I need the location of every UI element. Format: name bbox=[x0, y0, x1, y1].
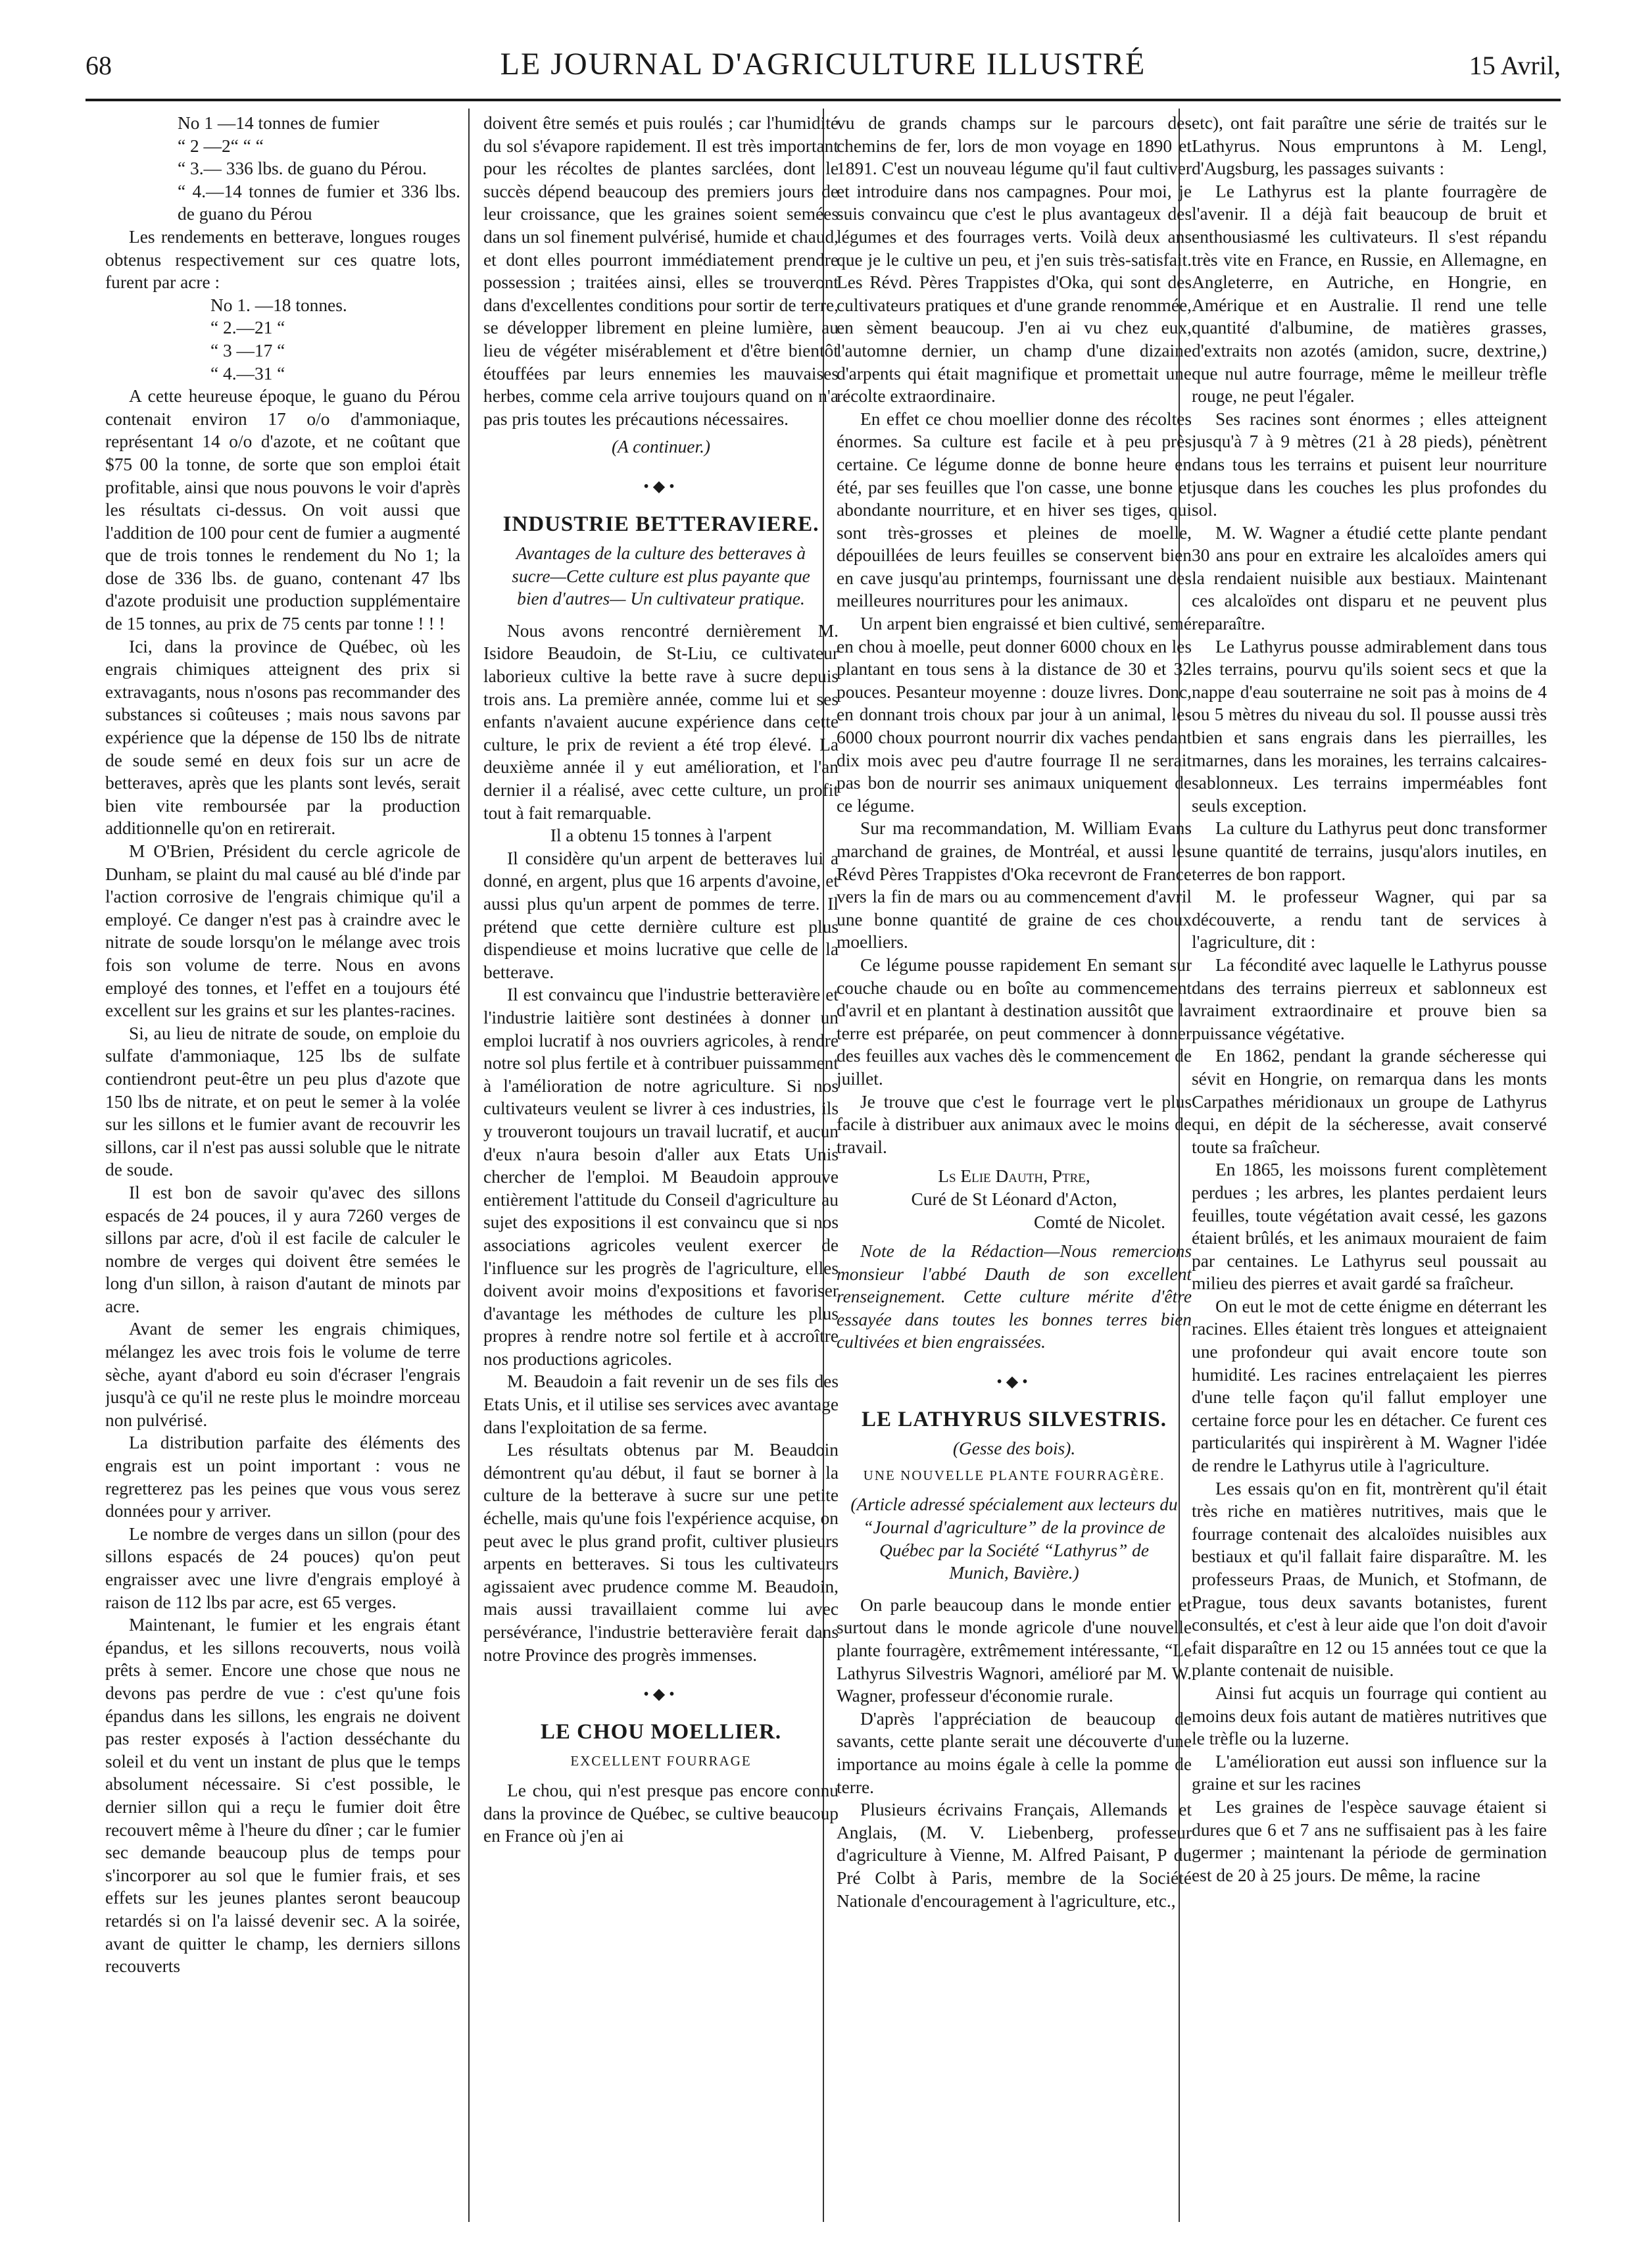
paragraph: M O'Brien, Président du cercle agricole de Dunham, se plaint du mal causé au blé d'inde par l'action corrosive de l'engrais chimique qu'il a employé. Ce danger n'est pas à craindre avec le nitrate de soude lorsqu'on le mélange avec trois fois son volume de terre. Nous en avons employé des tonnes, et l'effet en a toujours été excellent sur les grains et sur les plantes-racines. bbox=[105, 841, 460, 1021]
journal-title: LE JOURNAL D'AGRICULTURE ILLUSTRÉ bbox=[500, 47, 1146, 82]
paragraph: M. Beaudoin a fait revenir un de ses fils des Etats Unis, et il utilise ses services avec avantage dans l'exploitation de sa ferme. bbox=[483, 1371, 839, 1437]
paragraph: On parle beaucoup dans le monde entier et surtout dans le monde agricole d'une nouvelle plante fourragère, extrêmement intéressante, “Le Lathyrus Silvestris Wagnori, amélioré par M. W. Wagner, professeur d'économie rurale. bbox=[837, 1594, 1192, 1706]
lot-line: “ 4.—14 tonnes de fumier et 336 lbs. de guano du Pérou bbox=[178, 181, 460, 224]
paragraph: Je trouve que c'est le fourrage vert le plus facile à distribuer aux animaux avec le moins de travail. bbox=[837, 1091, 1192, 1157]
column-4 bbox=[1192, 112, 1547, 1886]
column-divider bbox=[468, 109, 470, 2222]
editor-note: Note de la Rédaction—Nous remercions monsieur l'abbé Dauth de son excellent renseignement. Cette culture mérite d'être essayée dans toutes les bonnes terres bien cultivées et bien engraissées. bbox=[837, 1241, 1192, 1352]
signature-county: Comté de Nicolet. bbox=[1033, 1212, 1165, 1232]
paragraph: Si, au lieu de nitrate de soude, on emploie du sulfate d'ammoniaque, 125 lbs de sulfate contiendront peut-être un peu plus d'azote que 150 lbs de nitrate, et on peut le semer à la volée sur les sillons et le fumier avant de recouvrir les sillons, car il n'est pas aussi soluble que le nitrate de soude. bbox=[105, 1023, 460, 1180]
section-ornament: •◆• bbox=[996, 1373, 1032, 1391]
paragraph: Les essais qu'on en fit, montrèrent qu'il était très riche en matières nutritives, mais que le fourrage contenait des alcaloïdes nuisibles aux bestiaux et qu'il fallait faire disparaître. M. les professeurs Praas, de Munich, et Stofmann, de Prague, tous deux savants botanistes, furent consultés, et c'est à leur aide que l'on doit d'avoir fait disparaître en 12 ou 15 années tout ce que la plante contenait de nuisible. bbox=[1192, 1478, 1547, 1681]
paragraph: Ici, dans la province de Québec, où les engrais chimiques atteignent des prix si extravagants, nous n'osons pas recommander des substances si coûteuses ; mais nous savons par expérience que la dépense de 150 lbs de nitrate de soude semé en deux fois sur un acre de betteraves, après que les plants sont levés, serait bien vite remboursée par la production additionnelle qu'on en retirerait. bbox=[105, 636, 460, 839]
paragraph: L'amélioration eut aussi son influence sur la graine et sur les racines bbox=[1192, 1751, 1547, 1794]
paragraph: Sur ma recommandation, M. William Evans marchand de graines, de Montréal, et aussi les Révd Pères Trappistes d'Oka recevront de France vers la fin de mars ou au commencement d'avril une bonne quantité de graine de ces choux moelliers. bbox=[837, 818, 1192, 952]
article-deck: Avantages de la culture des betteraves à sucre—Cette culture est plus payante que bien d'autres— Un cultivateur pratique. bbox=[512, 543, 810, 609]
paragraph: Maintenant, le fumier et les engrais étant épandus, et les sillons recouverts, nous voilà prêts à semer. Encore une chose que nous ne devons pas perdre de vue : c'est qu'une fois épandus dans les sillons, les engrais ne doivent pas rester exposés à l'action desséchante du soleil et du vent un instant de plus que le temps absolument nécessaire. Si c'est possible, le dernier sillon qui a reçu le fumier doit être recouvert même à l'heure du dîner ; car le fumier sec demande beaucoup plus de temps pour s'incorporer au sol que le fumier frais, et ses effets sur les jeunes plantes seront beaucoup retardés si on l'a laissé devenir sec. A la soirée, avant de quitter le champ, les derniers sillons recouverts bbox=[105, 1615, 460, 1977]
paragraph: La distribution parfaite des éléments des engrais est un point important : vous ne regretterez pas les peines que vous vous serez données pour y arriver. bbox=[105, 1433, 460, 1521]
paragraph: D'après l'appréciation de beaucoup de savants, cette plante serait une découverte d'une importance au moins égale à celle la pomme de terre. bbox=[837, 1708, 1192, 1797]
lot-line: “ 3.— 336 lbs. de guano du Pérou. bbox=[178, 159, 427, 179]
lot-line: “ 2 —2“ “ “ bbox=[178, 136, 264, 156]
paragraph: Il considère qu'un arpent de betteraves lui a donné, en argent, plus que 16 arpents d'avoine, et aussi plus qu'un arpent de pommes de terre. Il prétend que cette dernière culture est plus dispendieuse et moins lucrative que celle de la betterave. bbox=[483, 848, 839, 982]
article-subtitle: UNE NOUVELLE PLANTE FOURRAGÈRE. bbox=[863, 1467, 1165, 1483]
paragraph: Le Lathyrus pousse admirablement dans tous les terrains, pourvu qu'ils soient secs et que la nappe d'eau souterraine ne soit pas à moins de 4 ou 5 mètres du niveau du sol. Il pousse aussi très bien et sans engrais dans les pierrailles, les marnes, dans les moraines, les terrains calcaires-sablonneux. Les terrains imperméables font seuls exception. bbox=[1192, 636, 1547, 816]
continued-note: (A continuer.) bbox=[611, 437, 711, 457]
paragraph: Le Lathyrus est la plante fourragère de l'avenir. Il a déjà fait beaucoup de bruit et enthousiasmé les cultivateurs. Il s'est répandu très vite en France, en Russie, en Allemagne, en Angleterre, en Autriche, en Hongrie, en Amérique et en Australie. Il rend une telle quantité d'albumine, de matières grasses, d'extraits non azotés (amidon, sucre, dextrine,) que nul autre fourrage, même le meilleur trèfle rouge, ne peut l'égaler. bbox=[1192, 181, 1547, 407]
article-subtitle: EXCELLENT FOURRAGE bbox=[570, 1753, 752, 1769]
signature-parish: Curé de St Léonard d'Acton, bbox=[911, 1189, 1117, 1209]
article-title: LE LATHYRUS SILVESTRIS. bbox=[861, 1407, 1167, 1431]
paragraph: etc), ont fait paraître une série de traités sur le Lathyrus. Nous empruntons à M. Lengl, d'Augsburg, les passages suivants : bbox=[1192, 113, 1547, 179]
signature-name: Ls Elie Dauth, Ptre, bbox=[938, 1166, 1090, 1187]
paragraph: Ses racines sont énormes ; elles atteignent jusqu'à 7 à 9 mètres (21 à 28 pieds), pénètrent dans tous les terrains et puisent leur nourriture jusque dans les couches les plus profondes du sol. bbox=[1192, 408, 1547, 520]
paragraph: doivent être semés et puis roulés ; car l'humidité du sol s'évapore rapidement. Il est très important pour les récoltes de plantes sarclées, dont le succès dépend beaucoup des premiers jours de leur croissance, que les graines soient semées dans un sol finement pulvérisé, humide et chaud, et dont elles pourront immédiatement prendre possession ; traitées ainsi, elles se trouveront dans d'excellentes conditions pour sortir de terre, se développer librement en pleine lumière, au lieu de végéter misérablement et d'être bientôt étouffées par leurs ennemies les mauvaises herbes, comme cela arrive toujours quand on n'a pas pris toutes les précautions nécessaires. bbox=[483, 113, 839, 429]
paragraph: En 1865, les moissons furent complètement perdues ; les arbres, les plantes perdaient leurs feuilles, toute végétation avait cessé, les gazons étaient brûlés, et les animaux mouraient de faim par centaines. Le Lathyrus seul poussait au milieu des pierres et avait gardé sa fraîcheur. bbox=[1192, 1160, 1547, 1294]
paragraph: Un arpent bien engraissé et bien cultivé, semé en chou à moelle, peut donner 6000 choux en les plantant en tous sens à la distance de 30 et 32 pouces. Pesanteur moyenne : douze livres. Donc, en donnant trois choux par jour à un animal, les 6000 choux pourront nourrir dix vaches pendant dix mois avec peu d'autre fourrage Il ne serait pas bon de nourrir ses animaux uniquement de ce légume. bbox=[837, 614, 1192, 816]
column-3 bbox=[837, 112, 1192, 1912]
paragraph: Il est bon de savoir qu'avec des sillons espacés de 24 pouces, il y aura 7260 verges de sillons par acre, d'où il est facile de calculer le nombre de verges qui doivent être semées le long d'un sillon, à raison d'autant de minots par acre. bbox=[105, 1182, 460, 1316]
paragraph: Les graines de l'espèce sauvage étaient si dures que 6 et 7 ans ne suffisaient pas à les faire germer ; maintenant la période de germination est de 20 à 25 jours. De même, la racine bbox=[1192, 1796, 1547, 1885]
paragraph: Les résultats obtenus par M. Beaudoin démontrent qu'au début, il faut se borner à la culture de la betterave à sucre sur une petite échelle, mais qu'une fois l'expérience acquise, on peut avec le plus grand profit, cultiver plusieurs arpents en betteraves. Si tous les cultivateurs agissaient avec prudence comme M. Beaudoin, mais aussi travaillaient comme lui avec persévérance, l'industrie betteravière ferait dans notre Province des progrès immenses. bbox=[483, 1440, 839, 1665]
header-rule bbox=[85, 99, 1561, 101]
yield-line: “ 4.—31 “ bbox=[210, 363, 285, 383]
paragraph: Plusieurs écrivains Français, Allemands et Anglais, (M. V. Liebenberg, professeur d'agriculture à Vienne, M. Alfred Paisant, P du Pré Colbt à Paris, membre de la Société Nationale d'encouragement à l'agriculture, etc., bbox=[837, 1800, 1192, 1911]
page-number: 68 bbox=[85, 51, 112, 80]
paragraph: vu de grands champs sur le parcours des chemins de fer, lors de mon voyage en 1890 et 1891. C'est un nouveau légume qu'il faut cultiver et introduire dans nos campagnes. Pour moi, je suis convaincu que c'est le plus avantageux des légumes et des fourrages verts. Voilà deux ans que je le cultive un peu, et j'en suis très-satisfait. Les Révd. Pères Trappistes d'Oka, qui sont des cultivateurs pratiques et d'une grande renommée, en sèment beaucoup. J'en ai vu chez eux, l'automne dernier, un champ d'une dizaine d'arpents qui était magnifique et promettait une récolte extraordinaire. bbox=[837, 113, 1192, 407]
yield-line: “ 2.—21 “ bbox=[210, 318, 285, 338]
article-title: LE CHOU MOELLIER. bbox=[540, 1719, 782, 1744]
paragraph: La fécondité avec laquelle le Lathyrus pousse dans des terrains pierreux et sablonneux est vraiment extraordinaire et prouve bien sa puissance végétative. bbox=[1192, 954, 1547, 1043]
paragraph: A cette heureuse époque, le guano du Pérou contenait environ 17 o/o d'ammoniaque, représentant 14 o/o d'azote, et ne coûtant que $75 00 la tonne, de sorte que son emploi était profitable, ainsi que nous pouvons le voir d'après les résultats ci-dessus. On voit aussi que l'addition de 100 pour cent de fumier a augmenté que de trois tonnes le rendement du No 1; la dose de 336 lbs. de guano, contenant 47 lbs d'azote produisit une production supplémentaire de 15 tonnes, au prix de 75 cents par tonne ! ! ! bbox=[105, 386, 460, 634]
subheading: Il a obtenu 15 tonnes à l'arpent bbox=[550, 826, 772, 846]
paragraph: M. le professeur Wagner, qui par sa découverte, a rendu tant de services à l'agriculture, dit : bbox=[1192, 887, 1547, 952]
section-ornament: •◆• bbox=[643, 1686, 679, 1704]
paragraph: Le nombre de verges dans un sillon (pour des sillons espacés de 24 pouces) qu'on peut engraisser avec une livre d'engrais employé à raison de 112 lbs par acre, est 65 verges. bbox=[105, 1523, 460, 1612]
article-alt-name: (Gesse des bois). bbox=[952, 1439, 1076, 1459]
page-header bbox=[85, 46, 1561, 92]
column-1 bbox=[105, 112, 460, 1978]
paragraph: Le chou, qui n'est presque pas encore connu dans la province de Québec, se cultive beaucoup en France où j'en ai bbox=[483, 1780, 839, 1846]
yield-line: No 1. —18 tonnes. bbox=[210, 295, 347, 315]
paragraph: En 1862, pendant la grande sécheresse qui sévit en Hongrie, on remarqua dans les monts Carpathes méridionaux un groupe de Lathyrus qui, en dépit de la sécheresse, avait conservé toute sa fraîcheur. bbox=[1192, 1046, 1547, 1157]
paragraph: On eut le mot de cette énigme en déterrant les racines. Elles étaient très longues et atteignaient une profondeur qui avait encore toute son humidité. Les racines entrelaçaient les pierres d'une telle façon qu'il fallut employer une certaine force pour les en détacher. Ce furent ces particularités qui inspirèrent à M. Wagner l'idée de rendre le Lathyrus utile à l'agriculture. bbox=[1192, 1296, 1547, 1476]
article-deck: (Article adressé spécialement aux lecteurs du “Journal d'agriculture” de la province de Québec par la Société “Lathyrus” de Munich, Bavière.) bbox=[850, 1494, 1178, 1583]
yield-line: “ 3 —17 “ bbox=[210, 340, 285, 360]
paragraph: Avant de semer les engrais chimiques, mélangez les avec trois fois le volume de terre sèche, ayant d'abord eu soin d'écraser l'engrais jusqu'à ce qu'il ne reste plus le moindre morceau non pulvérisé. bbox=[105, 1319, 460, 1430]
section-ornament: •◆• bbox=[643, 478, 679, 495]
paragraph: En effet ce chou moellier donne des récoltes énormes. Sa culture est facile et à peu près certaine. Ce légume donne de bonne heure en été, par ses feuilles que l'on casse, une bonne et abondante nourriture, et en hiver ses tiges, qui sont très-grosses et pleines de moelle, dépouillées de leurs feuilles se conservent bien en cave jusqu'au printemps, fournissant une des meilleures nourritures pour les animaux. bbox=[837, 408, 1192, 611]
paragraph: La culture du Lathyrus peut donc transformer une quantité de terrains, jusqu'alors inutiles, en terres de bon rapport. bbox=[1192, 818, 1547, 884]
paragraph: Ainsi fut acquis un fourrage qui contient au moins deux fois autant de matières nutritives que le trèfle ou la luzerne. bbox=[1192, 1683, 1547, 1749]
paragraph: Les rendements en betterave, longues rouges obtenus respectivement sur ces quatre lots, furent par acre : bbox=[105, 226, 460, 293]
lot-line: No 1 —14 tonnes de fumier bbox=[178, 113, 379, 133]
article-title: INDUSTRIE BETTERAVIERE. bbox=[502, 512, 819, 536]
paragraph: Ce légume pousse rapidement En semant sur couche chaude ou en boîte au commencement d'avril et en plantant à destination aussitôt que la terre est préparée, on peut commencer à donner des feuilles aux vaches dès le commencement de juillet. bbox=[837, 954, 1192, 1089]
issue-date: 15 Avril, bbox=[1469, 51, 1561, 80]
paragraph: Il est convaincu que l'industrie betteravière et l'industrie laitière sont destinées à donner un emploi lucratif à nos ouvriers agricoles, à rendre notre sol plus fertile et à contribuer puissamment à l'amélioration de notre agriculture. Si nos cultivateurs veulent se livrer à ces industries, ils y trouveront toujours un travail lucratif, et aucun d'eux n'aura besoin d'aller aux Etats Unis chercher de l'emploi. M Beaudoin approuve entièrement l'attitude du Conseil d'agriculture au sujet des expositions il est convaincu que si nos associations agricoles veulent exercer de l'influence sur les progrès de l'agriculture, elles doivent avoir moins d'expositions et favoriser d'avantage les méthodes de culture les plus propres à rendre notre sol fertile et à accroître nos productions agricoles. bbox=[483, 985, 839, 1369]
paragraph: Nous avons rencontré dernièrement M. Isidore Beaudoin, de St-Liu, ce cultivateur laborieux cultive la bette rave à sucre depuis trois ans. La première année, comme lui et ses enfants n'avaient aucune expérience dans cette culture, le prix de revient a été trop élevé. La deuxième année il y eut amélioration, et l'an dernier il a réalisé, avec cette culture, un profit tout à fait remarquable. bbox=[483, 620, 839, 823]
column-2 bbox=[483, 112, 839, 1848]
paragraph: M. W. Wagner a étudié cette plante pendant 30 ans pour en extraire les alcaloïdes amers qui la rendaient nuisible aux bestiaux. Maintenant ces alcaloïdes ont disparu et ne peuvent plus reparaître. bbox=[1192, 522, 1547, 634]
